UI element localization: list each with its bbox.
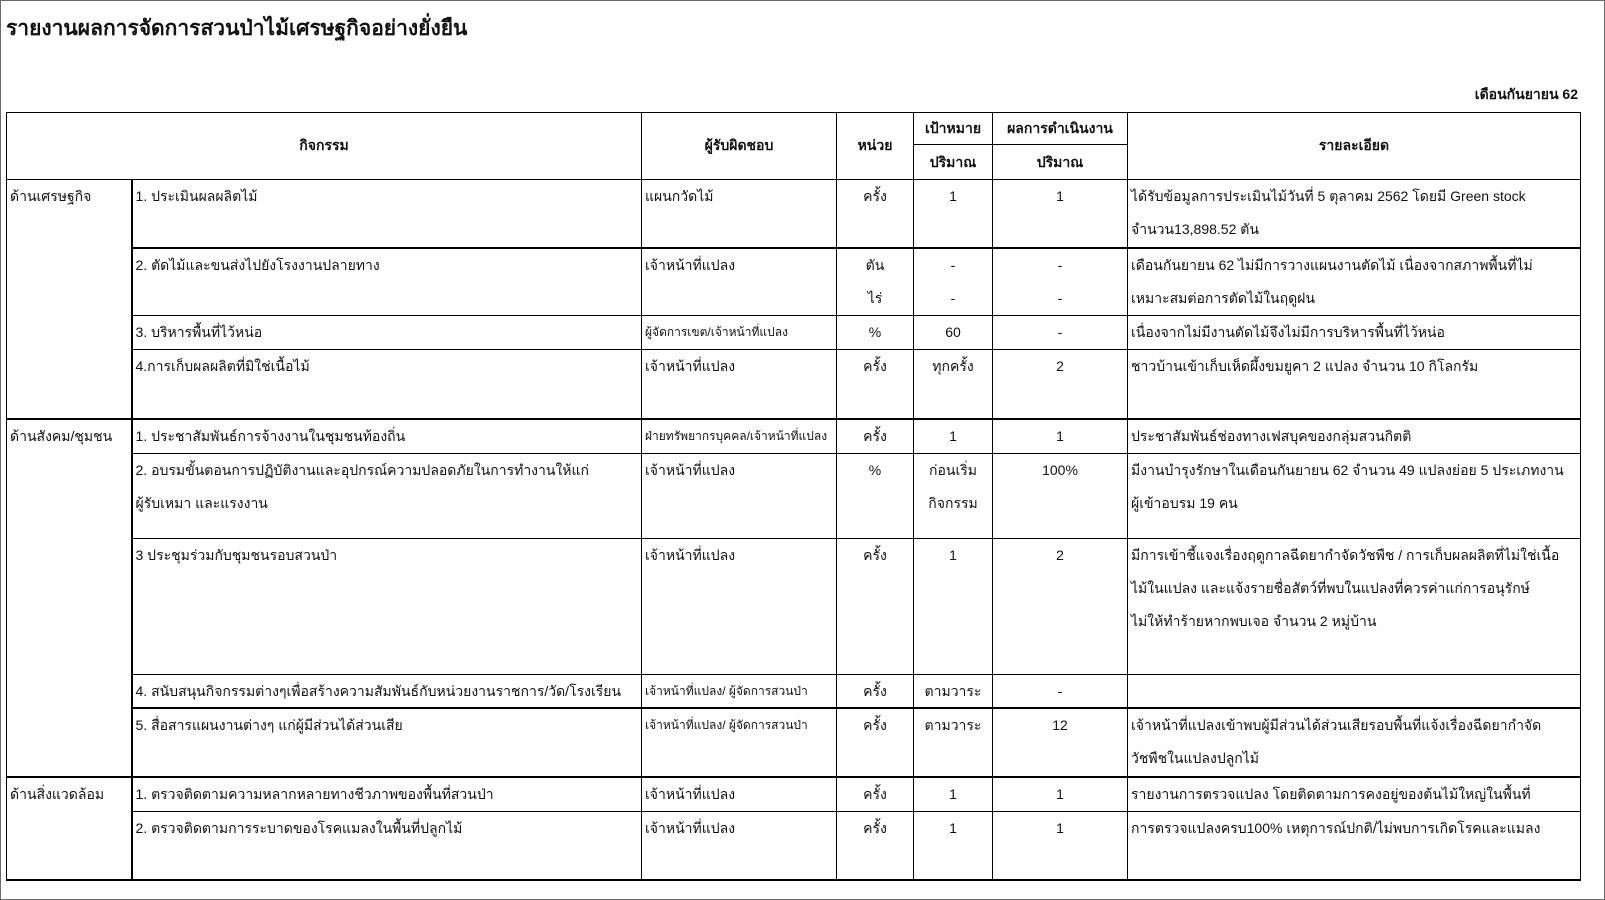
result-cell: [993, 180, 1128, 249]
unit-text: ครั้ง: [863, 188, 887, 204]
activity-cell: [132, 539, 642, 675]
unit-text: ครั้ง: [863, 717, 887, 733]
header-row: [7, 113, 1581, 145]
responsible-text: เจ้าหน้าที่แปลง: [645, 820, 736, 836]
table-row: [7, 316, 1581, 350]
result-cell: [993, 454, 1128, 539]
result-text: 1: [1056, 820, 1064, 836]
responsible-cell: [642, 777, 837, 812]
result-text: 1: [1056, 428, 1064, 444]
header-activity: กิจกรรม: [7, 113, 642, 180]
detail-cell: [1128, 454, 1581, 539]
responsible-text: ผู้จัดการเขต/เจ้าหน้าที่แปลง: [645, 325, 788, 339]
unit-cell: [837, 419, 914, 454]
detail-line: มีการเข้าชี้แจงเรื่องฤดูกาลฉีดยากำจัดวัชพืช / การเก็บผลผลิตที่ไม่ใช่เนื้อ: [1131, 547, 1560, 563]
section-label: ด้านสังคม/ชุมชน: [10, 428, 113, 444]
detail-cell: [1128, 539, 1581, 675]
responsible-text: เจ้าหน้าที่แปลง: [645, 786, 736, 802]
responsible-cell: [642, 812, 837, 881]
unit-line: ตัน: [865, 257, 885, 273]
responsible-cell: [642, 708, 837, 777]
responsible-cell: [642, 316, 837, 350]
target-cell: [914, 419, 993, 454]
activity-text: 1. ประชาสัมพันธ์การจ้างงานในชุมชนท้องถิ่น: [135, 428, 406, 444]
responsible-cell: [642, 454, 837, 539]
detail-cell: [1128, 675, 1581, 709]
result-text: 12: [1052, 717, 1068, 733]
target-text: [914, 454, 992, 538]
target-cell: [914, 316, 993, 350]
detail-text: ประชาสัมพันธ์ช่องทางเฟสบุคของกลุ่มสวนกิตติ: [1131, 428, 1412, 444]
unit-text: [837, 249, 913, 315]
unit-text: %: [868, 462, 882, 478]
responsible-text: เจ้าหน้าที่แปลง: [645, 257, 736, 273]
result-cell: [993, 675, 1128, 709]
detail-line: ผู้เข้าอบรม 19 คน: [1131, 495, 1238, 511]
target-text: ทุกครั้ง: [932, 358, 974, 374]
unit-cell: [837, 708, 914, 777]
detail-text: [1128, 249, 1580, 315]
target-text: 60: [945, 324, 961, 340]
responsible-text: เจ้าหน้าที่แปลง: [645, 358, 736, 374]
section-cell: [7, 180, 132, 420]
unit-line: ไร่: [867, 290, 883, 306]
responsible-cell: [642, 350, 837, 420]
responsible-text: แผนกวัดไม้: [645, 188, 714, 204]
unit-text: ครั้ง: [863, 786, 887, 802]
activity-text: 4. สนับสนุนกิจกรรมต่างๆเพื่อสร้างความสัมพันธ์กับหน่วยงานราชการ/วัด/โรงเรียน: [135, 683, 622, 699]
responsible-text: เจ้าหน้าที่แปลง/ ผู้จัดการสวนป่า: [645, 718, 808, 732]
report-title: รายงานผลการจัดการสวนป่าไม้เศรษฐกิจอย่างยั่งยืน: [6, 17, 468, 40]
section-label: ด้านเศรษฐกิจ: [10, 188, 92, 204]
header-result-quantity-label: ปริมาณ: [1036, 154, 1084, 170]
table-row: [7, 777, 1581, 812]
result-text: -: [1057, 324, 1063, 340]
responsible-cell: [642, 180, 837, 249]
result-line: -: [1057, 290, 1063, 306]
activity-text: 5. สื่อสารแผนงานต่างๆ แก่ผู้มีส่วนได้ส่วนเสีย: [135, 717, 403, 733]
detail-line: เจ้าหน้าที่แปลงเข้าพบผู้มีส่วนได้ส่วนเสียรอบพื้นที่แจ้งเรื่องฉีดยากำจัด: [1131, 717, 1542, 733]
result-cell: [993, 777, 1128, 812]
table-row: [7, 812, 1581, 881]
detail-cell: [1128, 708, 1581, 777]
target-cell: [914, 180, 993, 249]
section-cell: [7, 777, 132, 880]
responsible-cell: [642, 539, 837, 675]
result-cell: [993, 248, 1128, 316]
target-cell: [914, 539, 993, 675]
table-row: [7, 675, 1581, 709]
unit-text: ครั้ง: [863, 820, 887, 836]
responsible-text: เจ้าหน้าที่แปลง/ ผู้จัดการสวนป่า: [645, 684, 808, 698]
header-result-label: ผลการดำเนินงาน: [1007, 120, 1113, 136]
header-result: [993, 113, 1128, 145]
target-cell: [914, 708, 993, 777]
activity-text: [133, 454, 642, 538]
detail-text-empty: [1128, 675, 1580, 707]
activity-cell: [132, 675, 642, 709]
activity-cell: [132, 454, 642, 539]
header-target-quantity: [914, 145, 993, 180]
target-text: 1: [949, 820, 957, 836]
activity-cell: [132, 777, 642, 812]
activity-cell: [132, 316, 642, 350]
detail-text: [1128, 709, 1580, 776]
detail-cell: [1128, 350, 1581, 420]
result-cell: [993, 812, 1128, 881]
activity-text: 3 ประชุมร่วมกับชุมชนรอบสวนป่า: [135, 547, 338, 563]
detail-line: วัชพืชในแปลงปลูกไม้: [1131, 750, 1260, 766]
unit-cell: [837, 812, 914, 881]
detail-cell: [1128, 812, 1581, 881]
unit-cell: [837, 350, 914, 420]
unit-cell: [837, 539, 914, 675]
table-row: [7, 419, 1581, 454]
target-cell: [914, 675, 993, 709]
activity-text: 3. บริหารพื้นที่ไว้หน่อ: [135, 324, 263, 340]
detail-line: ได้รับข้อมูลการประเมินไม้วันที่ 5 ตุลาคม 2562 โดยมี Green stock: [1131, 188, 1526, 204]
target-text: [914, 249, 992, 315]
detail-line: เหมาะสมต่อการตัดไม้ในฤดูฝน: [1131, 290, 1315, 306]
target-text: 1: [949, 547, 957, 563]
detail-text: รายงานการตรวจแปลง โดยติดตามการคงอยู่ของต้นไม้ใหญ่ในพื้นที่: [1131, 786, 1531, 802]
result-line: -: [1057, 257, 1063, 273]
result-cell: [993, 316, 1128, 350]
result-cell: [993, 419, 1128, 454]
unit-cell: [837, 454, 914, 539]
result-text: 1: [1056, 188, 1064, 204]
activity-text: 1. ประเมินผลผลิตไม้: [135, 188, 258, 204]
target-cell: [914, 454, 993, 539]
target-text: ตามวาระ: [924, 683, 982, 699]
result-cell: [993, 708, 1128, 777]
header-result-quantity: [993, 145, 1128, 180]
header-target: [914, 113, 993, 145]
activity-cell: [132, 180, 642, 249]
unit-text: ครั้ง: [863, 428, 887, 444]
activity-cell: [132, 419, 642, 454]
unit-cell: [837, 675, 914, 709]
result-text: -: [1057, 683, 1063, 699]
target-text: 1: [949, 786, 957, 802]
detail-cell: [1128, 180, 1581, 249]
detail-line: มีงานบำรุงรักษาในเดือนกันยายน 62 จำนวน 49 แปลงย่อย 5 ประเภทงาน: [1131, 462, 1564, 478]
activity-text: 4.การเก็บผลผลิตที่มิใช่เนื้อไม้: [135, 358, 310, 374]
header-target-quantity-label: ปริมาณ: [929, 154, 977, 170]
report-period: เดือนกันยายน 62: [1474, 86, 1578, 102]
target-cell: [914, 248, 993, 316]
unit-text: ครั้ง: [863, 358, 887, 374]
result-text: 100%: [1042, 462, 1078, 478]
responsible-text: ฝ่ายทรัพยากรบุคคล/เจ้าหน้าที่แปลง: [645, 429, 828, 443]
detail-text: [1128, 454, 1580, 538]
detail-line: เดือนกันยายน 62 ไม่มีการวางแผนงานตัดไม้ เนื่องจากสภาพพื้นที่ไม่: [1131, 257, 1533, 273]
activity-line: ผู้รับเหมา และแรงงาน: [135, 495, 268, 511]
activity-text: 2. ตรวจติดตามการระบาดของโรคแมลงในพื้นที่ปลูกไม้: [135, 820, 463, 836]
activity-text: 1. ตรวจติดตามความหลากหลายทางชีวภาพของพื้นที่สวนป่า: [135, 786, 494, 802]
header-target-label: เป้าหมาย: [924, 120, 982, 136]
detail-cell: [1128, 419, 1581, 454]
detail-text: [1128, 539, 1580, 674]
table-row: [7, 248, 1581, 316]
target-text: 1: [949, 428, 957, 444]
responsible-text: เจ้าหน้าที่แปลง: [645, 462, 736, 478]
detail-line: ไม้ในแปลง และแจ้งรายชื่อสัตว์ที่พบในแปลงที่ควรค่าแก่การอนุรักษ์: [1131, 580, 1530, 596]
result-text: 1: [1056, 786, 1064, 802]
detail-cell: [1128, 777, 1581, 812]
result-text: 2: [1056, 358, 1064, 374]
section-label: ด้านสิ่งแวดล้อม: [10, 786, 105, 802]
detail-cell: [1128, 248, 1581, 316]
detail-text: เนื่องจากไม่มีงานตัดไม้จึงไม่มีการบริหารพื้นที่ไว้หน่อ: [1131, 324, 1445, 340]
target-text: ตามวาระ: [924, 717, 982, 733]
target-line: กิจกรรม: [928, 495, 978, 511]
responsible-cell: [642, 248, 837, 316]
target-line: ก่อนเริ่ม: [929, 462, 977, 478]
detail-line: ไม่ให้ทำร้ายหากพบเจอ จำนวน 2 หมู่บ้าน: [1131, 613, 1377, 629]
unit-text: ครั้ง: [863, 683, 887, 699]
activity-cell: [132, 708, 642, 777]
detail-text: การตรวจแปลงครบ100% เหตุการณ์ปกติ/ไม่พบการเกิดโรคและแมลง: [1131, 820, 1541, 836]
unit-cell: [837, 316, 914, 350]
detail-text: [1128, 180, 1580, 247]
responsible-cell: [642, 419, 837, 454]
activity-cell: [132, 812, 642, 881]
table-row: [7, 454, 1581, 539]
detail-cell: [1128, 316, 1581, 350]
unit-text: ครั้ง: [863, 547, 887, 563]
table-row: [7, 350, 1581, 420]
target-line: -: [950, 290, 956, 306]
header-unit: หน่วย: [837, 113, 914, 180]
header-detail: รายละเอียด: [1128, 113, 1581, 180]
result-cell: [993, 539, 1128, 675]
result-text: [993, 249, 1127, 315]
report-table: [6, 112, 1581, 881]
responsible-cell: [642, 675, 837, 709]
target-cell: [914, 350, 993, 420]
header-responsible: ผู้รับผิดชอบ: [642, 113, 837, 180]
activity-cell: [132, 248, 642, 316]
activity-cell: [132, 350, 642, 420]
target-cell: [914, 812, 993, 881]
table-row: [7, 539, 1581, 675]
responsible-text: เจ้าหน้าที่แปลง: [645, 547, 736, 563]
section-cell: [7, 419, 132, 777]
result-cell: [993, 350, 1128, 420]
target-text: 1: [949, 188, 957, 204]
activity-text: 2. ตัดไม้และขนส่งไปยังโรงงานปลายทาง: [135, 257, 380, 273]
detail-line: จำนวน13,898.52 ตัน: [1131, 221, 1259, 237]
unit-cell: [837, 777, 914, 812]
unit-text: %: [868, 324, 882, 340]
unit-cell: [837, 248, 914, 316]
detail-text: ชาวบ้านเข้าเก็บเห็ดผึ้งขมยูคา 2 แปลง จำนวน 10 กิโลกรัม: [1131, 358, 1479, 374]
target-cell: [914, 777, 993, 812]
result-text: 2: [1056, 547, 1064, 563]
table-row: [7, 708, 1581, 777]
unit-cell: [837, 180, 914, 249]
target-line: -: [950, 257, 956, 273]
table-row: [7, 180, 1581, 249]
activity-line: 2. อบรมขั้นตอนการปฏิบัติงานและอุปกรณ์ความปลอดภัยในการทำงานให้แก่: [135, 462, 590, 478]
